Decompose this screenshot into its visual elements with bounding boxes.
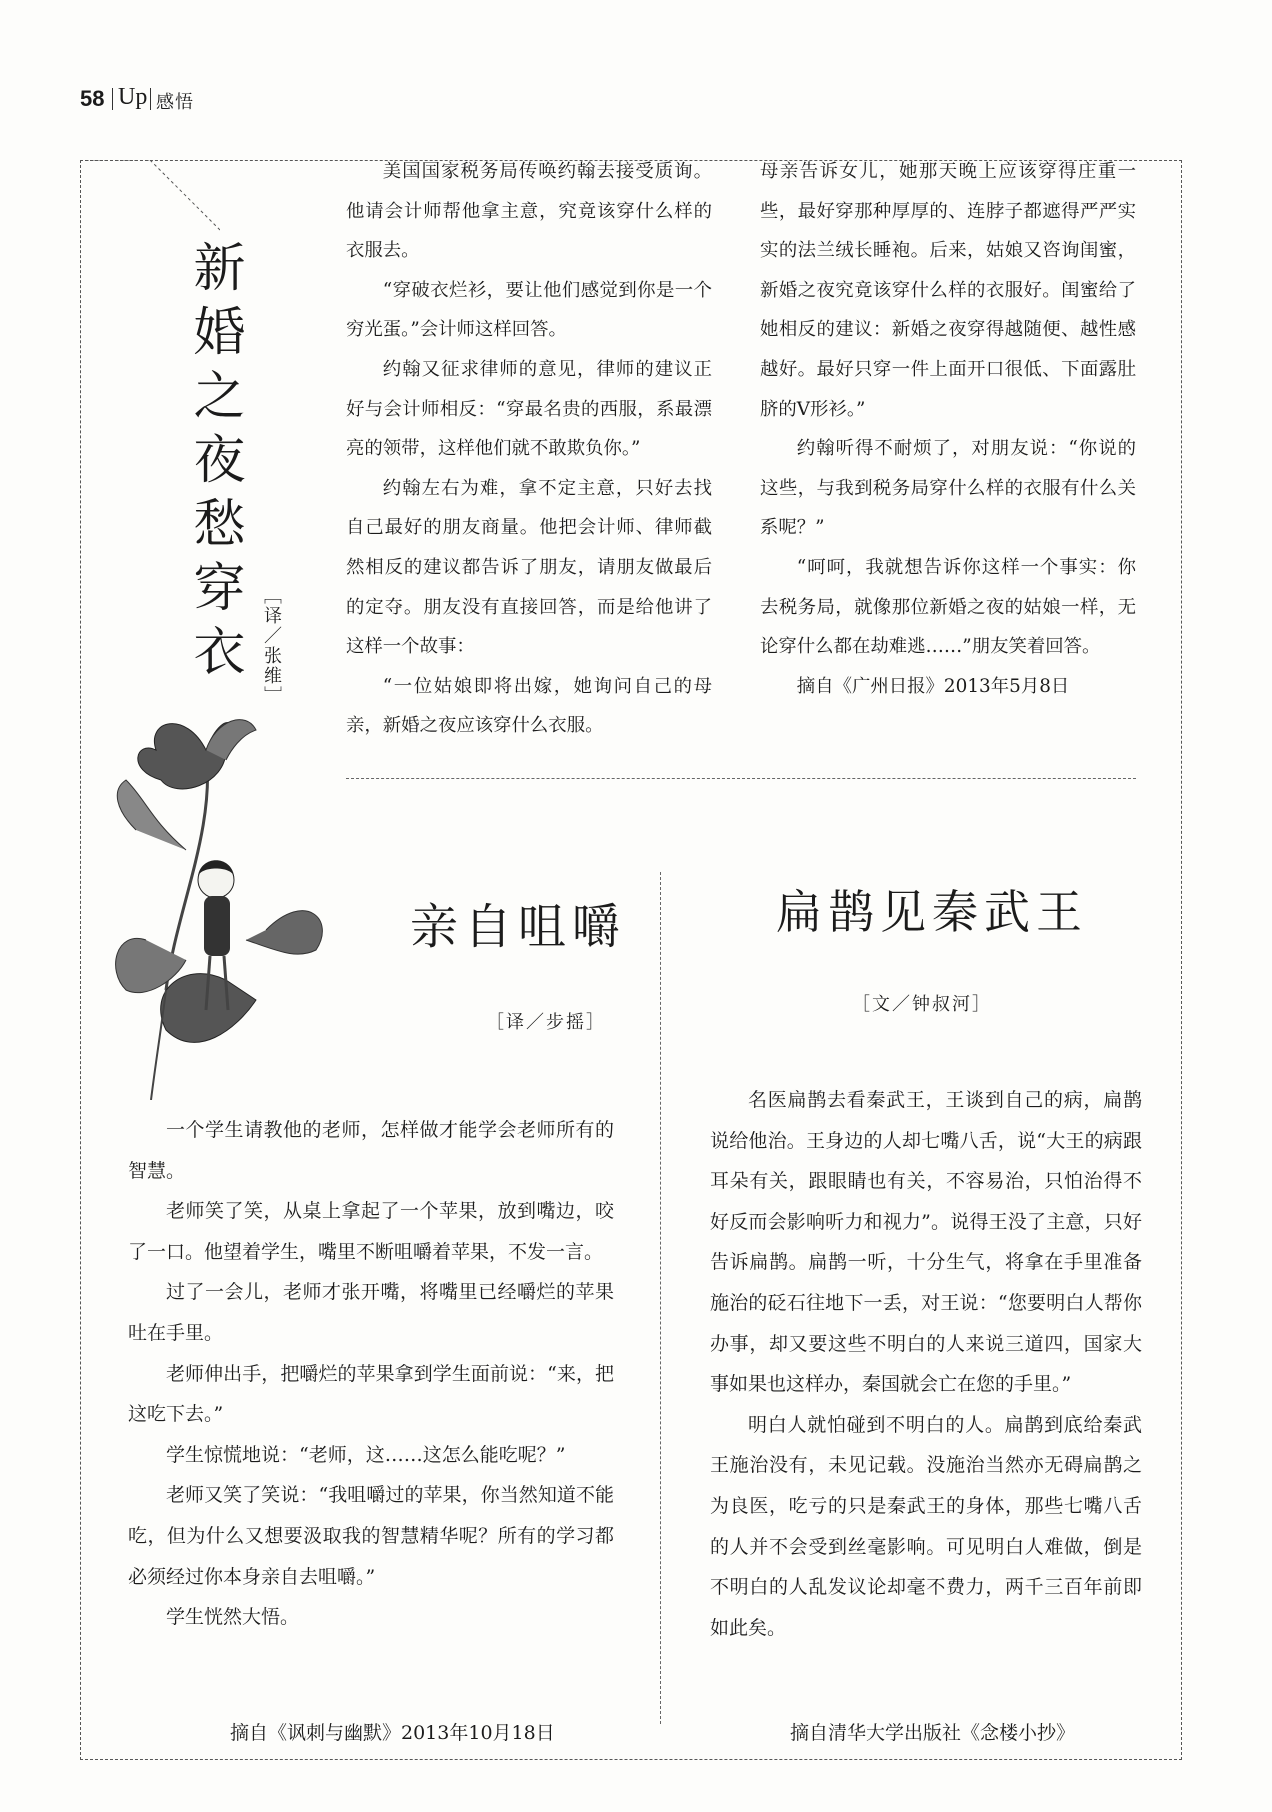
- article2-paragraph: 老师伸出手，把嚼烂的苹果拿到学生面前说：“来，把这吃下去。”: [128, 1362, 614, 1426]
- article2-title: 亲自咀嚼: [410, 899, 627, 955]
- article1-paragraph: “穿破衣烂衫，要让他们感觉到你是一个穷光蛋。”会计师这样回答。: [346, 279, 712, 341]
- article3-title: 扁鹊见秦武王: [776, 885, 1088, 939]
- article1-paragraph: 美国国家税务局传唤约翰去接受质询。他请会计师帮他拿主意，究竟该穿什么样的衣服去。: [346, 161, 712, 262]
- article3-source: 摘自清华大学出版社《念楼小抄》: [790, 1722, 1076, 1744]
- article3-paragraph: 明白人就怕碰到不明白的人。扁鹊到底给秦武王施治没有，未见记载。没施治当然亦无碍扁鹊之为良医，吃亏的只是秦武王的身体，那些七嘴八舌的人并不会受到丝毫影响。可见明白人难做，倒是不明白的人乱发议论却毫不费力，两千三百年前即如此矣。: [710, 1413, 1142, 1639]
- article2-paragraph: 老师笑了笑，从桌上拿起了一个苹果，放到嘴边，咬了一口。他望着学生，嘴里不断咀嚼着苹果，不发一言。: [128, 1200, 614, 1263]
- article2-paragraph: 一个学生请教他的老师，怎样做才能学会老师所有的智慧。: [128, 1119, 614, 1182]
- article1-column1: [346, 152, 712, 746]
- article1-column2: [760, 152, 1136, 706]
- article3-paragraph: 名医扁鹊去看秦武王，王谈到自己的病，扁鹊说给他治。王身边的人却七嘴八舌，说“大王的病跟耳朵有关，跟眼睛也有关，不容易治，只怕治得不好反而会影响听力和视力”。说得王没了主意，只好告诉扁鹊。扁鹊一听，十分生气，将拿在手里准备施治的砭石往地下一丢，对王说：“您要明白人帮你办事，却又要这些不明白的人来说三道四，国家大事如果也这样办，秦国就会亡在您的手里。”: [710, 1089, 1142, 1396]
- article1-paragraph: 约翰听得不耐烦了，对朋友说：“你说的这些，与我到税务局穿什么样的衣服有什么关系呢？”: [760, 438, 1136, 539]
- article1-paragraph: 母亲告诉女儿，她那天晚上应该穿得庄重一些，最好穿那种厚厚的、连脖子都遮得严严实实的法兰绒长睡袍。后来，姑娘又咨询闺蜜，新婚之夜究竟该穿什么样的衣服好。闺蜜给了她相反的建议：新婚之夜穿得越随便、越性感越好。最好只穿一件上面开口很低、下面露肚脐的V形衫。”: [760, 161, 1136, 420]
- article1-paragraph: 约翰又征求律师的意见，律师的建议正好与会计师相反：“穿最名贵的西服，系最漂亮的领带，这样他们就不敢欺负你。”: [346, 358, 712, 460]
- article2-paragraph: 学生惊慌地说：“老师，这……这怎么能吃呢？”: [166, 1443, 566, 1466]
- header-divider: [112, 88, 113, 110]
- article2-body: [128, 1110, 614, 1638]
- column-divider: [660, 872, 661, 1724]
- page-number: 58: [80, 86, 105, 111]
- article1-paragraph: “呵呵，我就想告诉你这样一个事实：你去税务局，就像那位新婚之夜的姑娘一样，无论穿什么都在劫难逃……”朋友笑着回答。: [760, 556, 1136, 658]
- section-name: 感悟: [156, 92, 194, 113]
- corner-fold-decoration: [80, 160, 220, 250]
- article1-paragraph: 约翰左右为难，拿不定主意，只好去找自己最好的朋友商量。他把会计师、律师截然相反的建议都告诉了朋友，请朋友做最后的定夺。朋友没有直接回答，而是给他讲了这样一个故事：: [346, 477, 712, 658]
- article2-paragraph: 过了一会儿，老师才张开嘴，将嘴里已经嚼烂的苹果吐在手里。: [128, 1281, 614, 1344]
- article3-byline: ［文／钟叔河］: [852, 994, 992, 1015]
- section-divider: [346, 778, 1136, 779]
- article2-byline: ［译／步摇］: [486, 1012, 606, 1033]
- article1-byline: ［译／张维］: [261, 586, 282, 706]
- article2-paragraph: 老师又笑了笑说：“我咀嚼过的苹果，你当然知道不能吃，但为什么又想要汲取我的智慧精华呢？所有的学习都必须经过你本身亲自去咀嚼。”: [128, 1484, 614, 1588]
- article3-body: [710, 1080, 1142, 1648]
- article1-title: 新婚之夜愁穿衣: [184, 240, 244, 688]
- rose-fairy-illustration: [106, 690, 346, 1100]
- article2-paragraph: 学生恍然大悟。: [166, 1606, 300, 1629]
- magazine-name: Up: [118, 84, 148, 110]
- article2-source: 摘自《讽刺与幽默》2013年10月18日: [230, 1722, 555, 1744]
- header-divider: [150, 88, 151, 110]
- article1-paragraph: “一位姑娘即将出嫁，她询问自己的母亲，新婚之夜应该穿什么衣服。: [346, 675, 712, 737]
- article1-source: 摘自《广州日报》2013年5月8日: [796, 675, 1070, 697]
